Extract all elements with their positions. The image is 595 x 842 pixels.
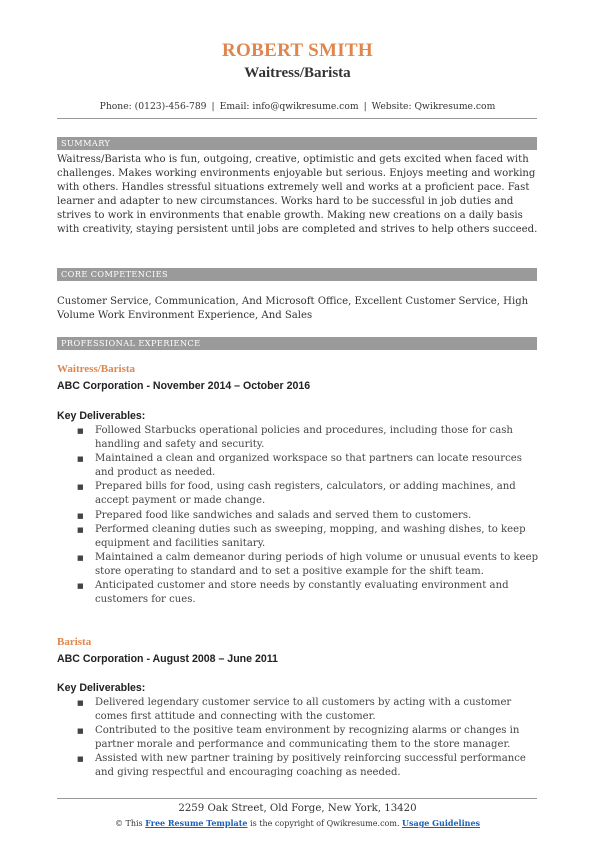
deliverables-list [57,696,539,781]
candidate-name: ROBERT SMITH [222,40,373,61]
bullet-icon: ■ [77,511,84,520]
bullet-icon: ■ [77,699,84,707]
list-item [57,579,539,607]
deliverables-label: Key Deliverables: [57,410,146,422]
section-header-competencies [57,268,537,281]
list-item [57,551,539,579]
contact-separator: | [363,101,367,112]
contact-email[interactable]: Email: info@qwikresume.com [219,101,359,112]
list-item-text: Assisted with new partner training by positively reinforcing successful performance and giving respectful and encouraging coaching as needed. [95,753,526,779]
copyright-prefix: © This [114,819,143,828]
footer-copyright [0,818,595,828]
list-item-text: Maintained a clean and organized workspace so that partners can locate resources and product as needed. [95,453,522,479]
section-header-experience [57,337,537,350]
job-role: Waitress/Barista [57,363,136,375]
footer-divider [57,798,537,799]
list-item [57,696,539,724]
bullet-icon: ■ [77,455,84,464]
job-company: ABC Corporation - August 2008 – June 2011 [57,653,278,665]
contact-line [0,101,595,112]
copyright-middle: is the copyright of Qwikresume.com. [250,819,400,828]
list-item-text: Delivered legendary customer service to all customers by acting with a customer comes first attitude and connecting with the customer. [95,697,512,723]
bullet-icon: ■ [77,582,84,591]
free-resume-template-link[interactable]: Free Resume Template [145,818,248,828]
list-item-text: Contributed to the positive team environment by recognizing alarms or changes in partner morale and performance and communicating them to the store manager. [95,725,520,751]
list-item [57,509,539,523]
list-item [57,724,539,752]
list-item-text: Prepared bills for food, using cash registers, calculators, or adding machines, and accept payment or made change. [95,481,516,507]
deliverables-label: Key Deliverables: [57,682,146,694]
bullet-icon: ■ [77,553,84,562]
competencies-text: Customer Service, Communication, And Microsoft Office, Excellent Customer Service, High Volume Work Environment Experience, And Sales [57,296,529,322]
list-item-text: Prepared food like sandwiches and salads and served them to customers. [95,509,472,521]
list-item [57,523,539,551]
section-title: CORE COMPETENCIES [61,269,169,279]
list-item [57,452,539,480]
contact-phone: Phone: (0123)-456-789 [99,101,207,112]
job-role: Barista [57,636,92,648]
section-title: SUMMARY [61,138,111,148]
list-item-text: Performed cleaning duties such as sweeping, mopping, and washing dishes, to keep equipment and facilities sanitary. [95,523,526,549]
bullet-icon: ■ [77,755,84,764]
list-item-text: Followed Starbucks operational policies and procedures, including those for cash handling and safety and security. [95,425,513,451]
job-company: ABC Corporation - November 2014 – October 2016 [57,380,311,392]
contact-separator: | [211,101,215,112]
section-header-summary [57,137,537,150]
footer-address: 2259 Oak Street, Old Forge, New York, 13420 [178,803,417,814]
candidate-title: Waitress/Barista [244,65,351,81]
summary-text: Waitress/Barista who is fun, outgoing, creative, optimistic and gets excited when faced with challenges. Makes working environments enjoyable but serious. Enjoys meeting and working with others. Handles stressful situations extremely well and works at a proficient pace. Fast learner and adapter to new circumstances. Works hard to be successful in job duties and strives to work in environments that enable growth. Making new creations on a daily basis with creativity, staying persistent until jobs are completed and strives to help others succeed. [57,154,538,236]
bullet-icon: ■ [77,483,84,492]
list-item-text: Anticipated customer and store needs by constantly evaluating environment and customers for cues. [95,580,509,606]
header-divider [57,118,537,119]
list-item [57,424,539,452]
usage-guidelines-link[interactable]: Usage Guidelines [402,818,481,828]
list-item-text: Maintained a calm demeanor during periods of high volume or unusual events to keep store operating to standard and to set a positive example for the shift team. [95,551,539,577]
list-item [57,480,539,508]
deliverables-list [57,424,539,607]
section-title: PROFESSIONAL EXPERIENCE [61,338,201,348]
bullet-icon: ■ [77,427,84,435]
contact-website[interactable]: Website: Qwikresume.com [371,101,496,112]
list-item [57,752,539,780]
bullet-icon: ■ [77,525,84,534]
bullet-icon: ■ [77,727,84,736]
